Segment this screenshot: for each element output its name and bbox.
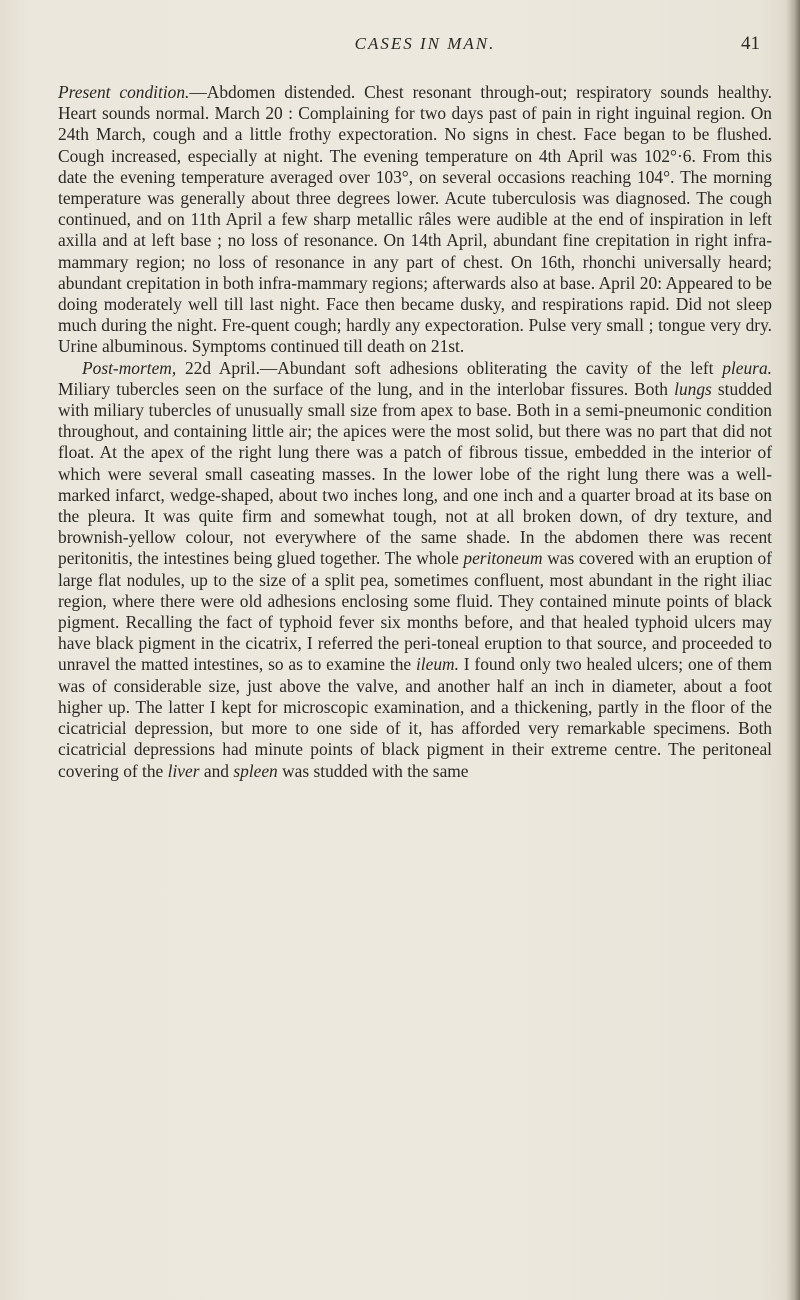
text-run: was covered with an eruption of large flat nodules, up to the size of a split pea, sometimes confluent, most abundant in the right iliac region, where there were old adhesions enclosing some fluid. They contained minute points of black pigment. Recalling the fact of typhoid fever six months before, and that healed typhoid ulcers may have black pigment in the cicatrix, I referred the peri-toneal eruption to that source, and proceeded to unravel the matted intestines, so as to examine the [58, 548, 772, 675]
text-run: 22d April.—Abundant soft adhesions obliterating the cavity of the left [176, 357, 723, 378]
text-run: and [199, 760, 234, 781]
text-run: spleen [233, 760, 278, 781]
text-run: Present condition. [58, 82, 190, 102]
text-run: liver [167, 760, 200, 781]
text-run: studded with miliary tubercles of unusually small size from apex to base. Both in a semi-pneumonic condition throughout, and containing little air; the apices were the most solid, but there was no part that did not float. At the apex of the right lung there was a patch of fibrous tissue, embedded in the interior of which were several small caseating masses. In the lower lobe of the right lung there was a well-marked infarct, wedge-shaped, about two inches long, and one inch and a quarter broad at its base on the pleura. It was quite firm and somewhat tough, not at all broken down, of dry texture, and brownish-yellow colour, not everywhere of the same shade. In the abdomen there was recent peritonitis, the intestines being glued together. The whole [58, 378, 773, 569]
text-run: was studded with the same [277, 760, 469, 781]
text-run: peritoneum [463, 548, 543, 569]
text-run: Miliary tubercles seen on the surface of the lung, and in the interlobar fissures. Both [58, 378, 675, 399]
text-run: lungs [674, 378, 712, 399]
page-number: 41 [741, 33, 760, 54]
running-title: CASES IN MAN. [354, 34, 496, 53]
paragraph-post-mortem [58, 358, 772, 782]
text-run: Post-mortem, [82, 357, 177, 378]
text-run: ileum. [415, 654, 459, 675]
running-head [80, 34, 770, 58]
paragraph-present-condition [58, 82, 772, 358]
body-text [58, 82, 772, 782]
page-edge-shadow [786, 0, 800, 1300]
text-run: I found only two healed ulcers; one of them was of considerable size, just above the valve, and another half an inch in diameter, about a foot higher up. The latter I kept for microscopic examination, and a thickening, partly in the floor of the cicatricial depression, but more to one side of it, has afforded very remarkable specimens. Both cicatricial depressions had minute points of black pigment in their extreme centre. The peritoneal covering of the [58, 654, 772, 781]
text-run: pleura. [722, 357, 772, 378]
text-run: —Abdomen distended. Chest resonant through-out; respiratory sounds healthy. Heart sounds normal. March 20 : Complaining for two days past of pain in right inguinal region. On 24th March, cough and a little frothy expectoration. No signs in chest. Face began to be flushed. Cough increased, especially at night. The evening temperature on 4th April was 102°·6. From this date the evening temperature averaged over 103°, on several occasions reaching 104°. The morning temperature was generally about three degrees lower. Acute tuberculosis was diagnosed. The cough continued, and on 11th April a few sharp metallic râles were audible at the end of inspiration in left axilla and at left base ; no loss of resonance. On 14th April, abundant fine crepitation in right infra-mammary region; no loss of resonance in any part of chest. On 16th, rhonchi universally heard; abundant crepitation in both infra-mammary regions; afterwards also at base. April 20: Appeared to be doing moderately well till last night. Face then became dusky, and respirations rapid. Did not sleep much during the night. Fre-quent cough; hardly any expectoration. Pulse very small ; tongue very dry. Urine albuminous. Symptoms continued till death on 21st. [58, 82, 772, 357]
